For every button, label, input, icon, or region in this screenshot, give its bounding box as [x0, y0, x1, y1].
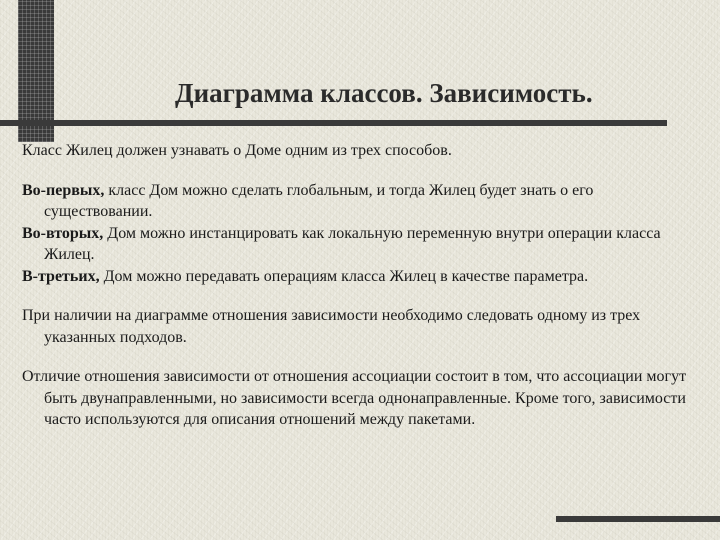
spacer: [22, 348, 692, 366]
first-way-paragraph: [22, 180, 692, 223]
rule-paragraph: При наличии на диаграмме отношения зависимости необходимо следовать одному из трех указанных подходов.: [22, 307, 641, 346]
slide-body: [22, 140, 692, 431]
intro-paragraph: Класс Жилец должен узнавать о Доме одним из трех способов.: [22, 142, 452, 159]
footer-accent-bar: [556, 516, 720, 522]
second-way-text: Дом можно инстанцировать как локальную переменную внутри операции класса Жилец.: [44, 224, 661, 263]
difference-paragraph: Отличие отношения зависимости от отношения ассоциации состоит в том, что ассоциации могут быть двунаправленными, но зависимости всегда однонаправленные. Кроме того, зависимости часто используются для описания отношений между пакетами.: [22, 368, 687, 428]
spacer: [22, 162, 692, 180]
spacer: [22, 287, 692, 305]
first-way-lead: Во-первых,: [22, 181, 105, 199]
slide-title: Диаграмма классов. Зависимость.: [175, 78, 593, 108]
second-way-paragraph: [22, 223, 692, 266]
third-way-lead: В-третьих,: [22, 267, 100, 285]
third-way-text: Дом можно передавать операциям класса Жилец в качестве параметра.: [99, 267, 589, 285]
second-way-lead: Во-вторых,: [22, 224, 104, 242]
title-underline-bar: [0, 120, 667, 126]
third-way-paragraph: [22, 266, 692, 288]
first-way-text: класс Дом можно сделать глобальным, и тогда Жилец будет знать о его существовании.: [44, 181, 594, 220]
